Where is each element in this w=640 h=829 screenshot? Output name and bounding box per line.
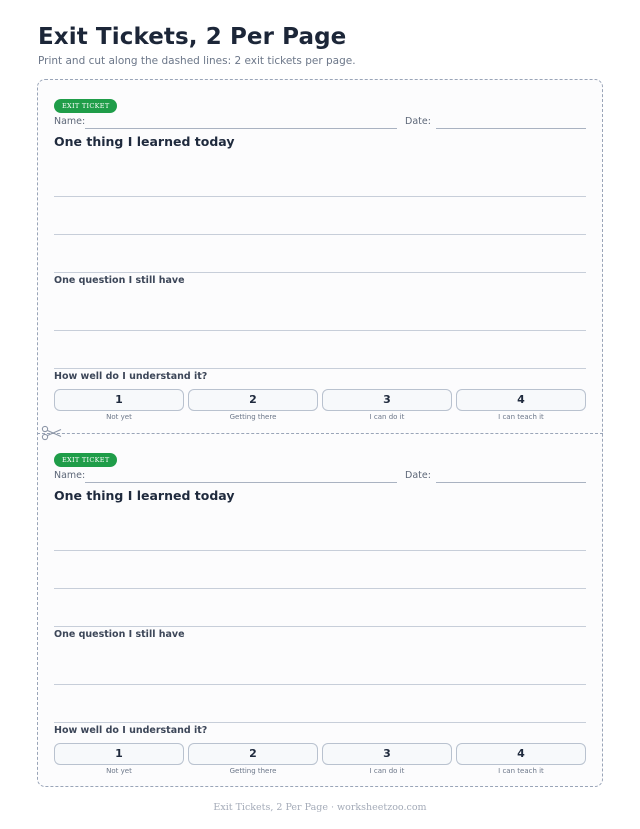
rating-caption: I can do it (369, 767, 405, 775)
answer-line[interactable] (54, 722, 586, 723)
name-label: Name: (54, 470, 86, 481)
rating-caption: I can teach it (498, 413, 544, 421)
rating-caption: I can teach it (498, 767, 544, 775)
rating-option-2[interactable]: 2 (188, 389, 318, 411)
answer-line[interactable] (54, 234, 586, 235)
rating-option-3[interactable]: 3 (322, 743, 452, 765)
cut-line (37, 433, 603, 434)
answer-line[interactable] (54, 330, 586, 331)
date-label: Date: (405, 470, 431, 481)
answer-line[interactable] (54, 684, 586, 685)
scissors-icon (41, 425, 63, 441)
date-write-line[interactable] (436, 482, 586, 483)
rating-caption: Not yet (106, 767, 132, 775)
exit-ticket-2 (38, 434, 602, 788)
prompt-question: One question I still have (54, 629, 185, 640)
date-label: Date: (405, 116, 431, 127)
rating-option-2[interactable]: 2 (188, 743, 318, 765)
rating-option-1[interactable]: 1 (54, 389, 184, 411)
exit-ticket-1 (38, 80, 602, 434)
rating-caption: Getting there (229, 767, 277, 775)
rating-option-3[interactable]: 3 (322, 389, 452, 411)
name-write-line[interactable] (85, 128, 397, 129)
page-subtitle: Print and cut along the dashed lines: 2 exit tickets per page. (38, 55, 356, 67)
date-write-line[interactable] (436, 128, 586, 129)
answer-line[interactable] (54, 196, 586, 197)
page-title: Exit Tickets, 2 Per Page (38, 24, 347, 50)
page-footer: Exit Tickets, 2 Per Page · worksheetzoo.com (213, 802, 427, 813)
answer-line[interactable] (54, 626, 586, 627)
name-label: Name: (54, 116, 86, 127)
prompt-learned: One thing I learned today (54, 134, 235, 149)
rating-option-1[interactable]: 1 (54, 743, 184, 765)
answer-line[interactable] (54, 368, 586, 369)
rating-caption: Getting there (229, 413, 277, 421)
rating-option-4[interactable]: 4 (456, 389, 586, 411)
answer-line[interactable] (54, 550, 586, 551)
answer-line[interactable] (54, 272, 586, 273)
rating-caption: Not yet (106, 413, 132, 421)
prompt-question: One question I still have (54, 275, 185, 286)
exit-ticket-badge: EXIT TICKET (54, 99, 117, 113)
rating-option-4[interactable]: 4 (456, 743, 586, 765)
exit-ticket-badge: EXIT TICKET (54, 453, 117, 467)
name-write-line[interactable] (85, 482, 397, 483)
answer-line[interactable] (54, 588, 586, 589)
rating-caption: I can do it (369, 413, 405, 421)
prompt-understand: How well do I understand it? (54, 371, 208, 382)
prompt-learned: One thing I learned today (54, 488, 235, 503)
prompt-understand: How well do I understand it? (54, 725, 208, 736)
